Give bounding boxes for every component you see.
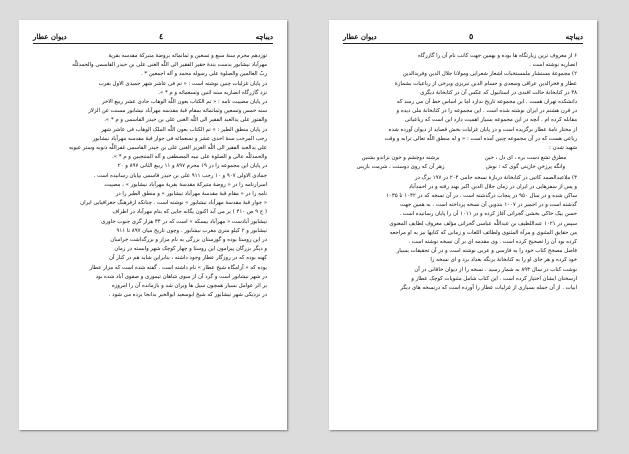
header-book-title: دیوان عطار [33, 32, 67, 41]
text-line: در این روستا بوده و گورستان بزرگی به نام مزار و بزرگداشت خراسان [110, 237, 267, 244]
text-line: من حقایق المثنوی و مرآة المثنوی ولطائف اللغات و زمانی که کتابها نیز به او مراجعه [389, 229, 577, 236]
body-paragraphs-bottom [343, 174, 583, 294]
text-line: در پایان این مجموعه را در ۱۹ محرم ۸۹۷ و ۱۱ ربیع الثانی ۸۹۷ و ۲۰ [117, 163, 267, 170]
page-body-text [343, 52, 583, 293]
text-line: اسرارنامه را در « روضهٔ متبرکهٔ مقدسهٔ بقریهٔ مهرآباد نیشابور » ، مصیبت [104, 181, 267, 188]
text-line: دانشکده تهران هست . این مجموعه تاریخ ندارد اما بر اساس خط آن می رسد که [396, 99, 577, 106]
header-book-title: دیوان عطار [343, 32, 377, 41]
text-line: ۳) ملاعبدالصمد کاتبی در کتابخانهٔ دربارهٔ نسخه جامی ۲۰۴ در ۱۹۷ برگ در [414, 174, 577, 181]
text-line: و پس از سفرهایی در ایران در زمان جلال الدین اکبر بهند رفته و در احمدآباد [408, 183, 577, 190]
header-section-title: دیباچه [565, 32, 583, 41]
text-line: و دیگر بزرگان پیرامون این روستا و چهار کوچک شهر وابسته در زمان [114, 246, 267, 253]
text-line: ( ج ۹ ص ۴۱۰ ) بر می آید اکنون یگانه جایی که بنام مهرآباد در اطراف [112, 209, 267, 216]
text-line: نیشابور آبادست « مهرآباد بیسکه » است که در ۳۴ هزار گزی جنوب خاوری [101, 218, 267, 225]
text-line: در شهر نیشابور است و گرد آن از سوی شاهان تیموری و صفوی آباد شده بود [95, 273, 267, 280]
text-line: جمادی الاولی ۹۰۷ و ۱۰ رجب ۹۱۱ علی بن حیدر قاسمی بپایان رسانیده است . [93, 172, 267, 179]
text-line: کرده بود آن را تصحیح کرده است . وی مقدمه ای بر آن نسخه نوشته است . [408, 239, 577, 246]
text-line: کهنه بوده که در روزگار عطار وجود داشته ، بنابراین شاید هم در کنار آن [109, 255, 267, 262]
verse-hemistich: برشته دوچشم و خون نزاندو بشنین [361, 155, 440, 162]
text-line: نامه را در « مقام قبهٔ مقدسهٔ مهرآباد نیشابور » و منطق الطیر را در [115, 191, 267, 198]
text-line: سپس در ۱۰۲۱ عبداللطیف بن عبداللّٰه عباسی گجراتی مؤلف معروف لطایف المعنوی [389, 220, 577, 227]
text-line: والفتور علی یدالعبد الفقیر الی اللّٰه الغنی علی بن حیدر القاسمی و م * ». [104, 117, 267, 124]
text-line: سنه خمس وتسعین وثمانمائه بمقام قبهٔ مقدسه مهرآباد نیشابور مسنت عن الزلاز [88, 108, 267, 115]
body-paragraphs-top [343, 52, 583, 153]
text-line: ۶ از معروف ترین زیارتگاه ها بوده و بهمین جهت کاتب نام آن را گازرگاه [417, 53, 577, 59]
page-number: ٤ [158, 31, 164, 41]
text-line: مهرآباد نیشابور بدست بندهٔ حقیر الفقیر الی اللّٰه الغنی علی بن حیدر القاسمی والحمدللّٰه [72, 62, 267, 69]
text-line: رباعی هست که در آن مجموعه چنین آمده است : « و له منطق اللّٰه تعالی ترابه و وقت [384, 135, 577, 142]
text-line: در پایان منطق الطیر : « تم الکتاب بعون اللّٰه الملک الوهاب فی عاشر شهر [101, 126, 267, 133]
text-line: خود کرده و هر جای او را به کتابخانهٔ برنگه بغداد برد و ای نسخه را [430, 257, 577, 264]
verse-hemistich: وانگه پرزخن خازبنی گوی که : نوش [485, 164, 566, 171]
text-line: نیشابور و ۲ کیلو متری مغرب نیشابور . وچون تاریخ میان ۸۹۷ تا ۹۱۱ [116, 227, 267, 234]
page-number: ٥ [468, 31, 474, 41]
text-line: فاضل مصحح کتاب خود را به فارسی و عربی نوشته است و در آن تحقیقات بسیار [396, 248, 577, 255]
text-line: بوده که « آرامگاه شیخ عطار » نام داشته است . گفته شده است که مزار عطار [89, 264, 267, 271]
text-line: در پایان مصیبت نامه : « تم الکتاب بعون اللّٰه الوهاب حادی عشر ربیع الاخر [101, 99, 267, 106]
text-line: توزدهم محرم سنهٔ سبع و تسعین و ثمانمائه بروضهٔ متبرکهٔ مقدسه بقریهٔ [108, 53, 267, 59]
text-line: ۲) مجموعهٔ مستشار ملمستخبات اشعار شعرایی ومولانا جلال الدین وفریدالدین [402, 71, 577, 78]
text-line: والحمدللّٰه عالی و الصلوة علی نبیه المصطفی و آله المنتجبین و م * ». [112, 154, 267, 161]
text-line: مقابله کرده ام . آنچه در این مجموعه بسیار اهمیت دارد این است که رباعیاتی [404, 117, 577, 124]
text-line: بر اثر عوامل بسیار همچون سیل ها ویران شد و بازمانده آن را امروزه [111, 283, 267, 290]
left-page [19, 20, 287, 430]
running-head [33, 30, 273, 44]
text-line: ابیات . از آن جمله بسیاری از غزلیات عطار را آورده است که درنسخه های دیگر [400, 285, 577, 292]
text-line: در پایان غزلیات چنین نوشته است : « تم فی عاشر شهر جمیدی الاول بقرب [98, 80, 267, 87]
text-line: شهید شدن : [548, 145, 577, 152]
text-line: « جوار قبهٔ مقدسهٔ مهرآباد نیشابور » نوشته است . چنانکه ازفرهنگ جغرافیایی ایران [80, 200, 267, 207]
text-line: در نزدیکی شهر نیشابور که شیخ ابوسعید ابوالخیر بدانجا برده می شود . [108, 292, 267, 299]
page-body-text [33, 52, 273, 300]
verse-hemistich: زهر آن که روی دوستت ، شرمت بازبنی [356, 164, 445, 171]
text-line: از مختار نامهٔ عطار برگزیده است و در پایان غزلیات بخش قصاید از دیوان آورده شده [388, 126, 577, 133]
text-line: ساکن شده و در سال ۹۵۰ در پنجاب درگذشته است . در آن نسخه که در ۱۰۴۲ تا ۱۰۳۵ [386, 193, 577, 200]
text-line: نزد گازرگاه انصاریه سنه اثنین وتسعمائه و م * ». [158, 89, 267, 96]
header-section-title: دیباچه [255, 32, 273, 41]
text-line: انصاریه نوشته است . [529, 62, 577, 69]
text-line: علی یدالعبد الفقیر الی اللّٰه العزیز الغنی علی بن حیدر القاسمی غفراللّٰه ذنوبه وستر عیوبه [69, 145, 267, 152]
text-line: ازسخنان ایشان اختیار کرده است . این کتاب شامل مثنویات کوچک عطار و [411, 275, 577, 282]
running-head [343, 30, 583, 44]
text-line: حسن بیک خاکی بخشی گجراتی آغاز کرده و در ۱۰۱۱ آن را پایان رسانیده است . [399, 211, 577, 218]
verse-block [343, 154, 583, 172]
text-line: عطار و فخرالدین عراقی وسعدی و حسام الدین تبریزی وبرخی از رباعیات بشمارهٔ [394, 80, 577, 87]
text-line: رجب المرجب سنهٔ احدی عشر و تسعمائه فی جوار قبهٔ مقدسه مهرآباد نیشابور [92, 135, 267, 142]
text-line: ۳۸ در کتابخانهٔ حالت افندی در استانبول که عکس آن در کتابخانهٔ دیگری [420, 89, 577, 96]
verse-hemistich: مطرق تشع دست بره ، ای دل ، خین [484, 155, 567, 162]
text-line: نوشت کتاب در سال ۸۹۳ به شمار رسید . نسخه را از دیوان خاقانی در آن [414, 266, 577, 273]
text-line: در قرن هشتم در ایران نوشته شده است . این مجموعه را در کتابخانهٔ ملی دیده و [396, 108, 577, 115]
right-page [329, 20, 597, 430]
text-line: گذشته است و در اجمیر در ۱۰۰۷ بتدوین آن نسخه پرداخته است . به همین جهت [400, 202, 577, 209]
text-line: ربّ العالمین والصلوة علی رسوله محمد و آله اجمعین * . [140, 71, 267, 78]
